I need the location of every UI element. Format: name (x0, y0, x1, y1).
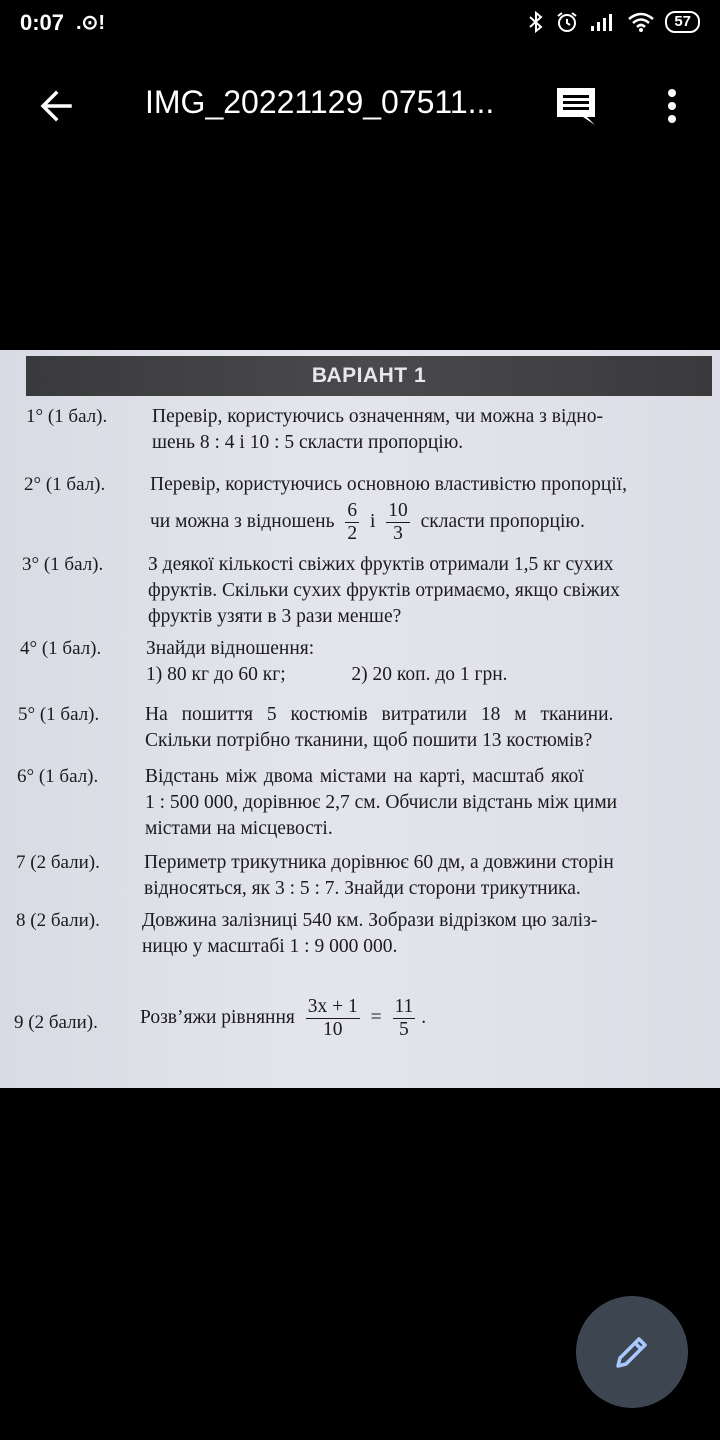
task-text (140, 996, 426, 1041)
edit-button[interactable] (576, 1296, 688, 1408)
fraction (393, 996, 416, 1041)
task-text (142, 908, 597, 960)
top-app-bar (0, 60, 720, 150)
task-number: 2° (1 бал). (24, 474, 106, 495)
arrow-back-icon (38, 88, 74, 124)
task-text (145, 764, 617, 842)
task-text (146, 636, 508, 688)
text-fragment: 1) 80 кг до 60 кг; (146, 664, 286, 685)
numerator: 6 (347, 500, 358, 521)
status-bar (0, 0, 720, 48)
notification-icon: .⊙! (76, 12, 105, 34)
text-fragment: Розв’яжи рівняння (140, 1006, 295, 1028)
fraction (386, 500, 410, 545)
task-line: Довжина залізниці 540 км. Зобрази відрізком цю заліз- (142, 910, 598, 931)
task-number: 3° (1 бал). (22, 554, 104, 575)
task-line: фруктів узяти в 3 рази менше? (148, 606, 402, 627)
text-fragment: 2) 20 коп. до 1 грн. (351, 664, 508, 685)
numerator: 11 (394, 996, 414, 1017)
task-number: 9 (2 бали). (14, 1012, 98, 1033)
details-button[interactable] (550, 80, 602, 132)
text-fragment: скласти пропорцію. (420, 510, 585, 532)
task-line: шень 8 : 4 і 10 : 5 скласти пропорцію. (152, 432, 464, 453)
task-line: На пошиття 5 костюмів витратили 18 м тканини. (145, 704, 614, 725)
task-text (152, 404, 603, 456)
alarm-icon (555, 10, 579, 34)
numerator: 3x + 1 (307, 996, 358, 1017)
back-button[interactable] (32, 82, 80, 130)
file-title: IMG_20221129_07511... (145, 84, 495, 120)
comment-icon (555, 85, 597, 127)
task-line: містами на місцевості. (145, 818, 333, 839)
task-line: 1 : 500 000, дорівнює 2,7 см. Обчисли відстань між цими (145, 792, 618, 813)
task-number: 7 (2 бали). (16, 852, 100, 873)
variant-banner (26, 356, 712, 396)
denominator: 2 (347, 523, 358, 544)
pencil-icon (612, 1332, 652, 1372)
denominator: 3 (393, 523, 403, 544)
fraction (306, 996, 360, 1041)
task-line: фруктів. Скільки сухих фруктів отримаємо, якщо свіжих (148, 580, 620, 601)
fraction (345, 500, 359, 545)
task-text (145, 702, 613, 754)
status-icons (527, 10, 700, 34)
task-line: ницю у масштабі 1 : 9 000 000. (142, 936, 398, 957)
text-fragment: і (369, 510, 376, 532)
photo-image[interactable] (0, 350, 720, 1088)
task-number: 4° (1 бал). (20, 638, 102, 659)
task-line: Скільки потрібно тканини, щоб пошити 13 костюмів? (145, 730, 593, 751)
task-line: Перевір, користуючись означенням, чи можна з відно- (152, 406, 603, 427)
task-number: 8 (2 бали). (16, 910, 100, 931)
text-fragment: . (421, 1006, 427, 1028)
more-vert-icon (667, 88, 677, 124)
variant-heading: ВАРІАНТ 1 (311, 364, 427, 387)
task-line: відносяться, як 3 : 5 : 7. Знайди сторони трикутника. (144, 878, 581, 899)
task-number: 1° (1 бал). (26, 406, 108, 427)
task-line: З деякої кількості свіжих фруктів отримали 1,5 кг сухих (148, 554, 614, 575)
status-time: 0:07 (20, 10, 65, 35)
task-line: Периметр трикутника дорівнює 60 дм, а довжини сторін (144, 852, 614, 873)
task-line: Перевір, користуючись основною властивістю пропорції, (150, 474, 627, 495)
task-text (150, 472, 627, 545)
task-text (148, 552, 620, 630)
bluetooth-icon (527, 10, 545, 34)
task-line (150, 500, 627, 545)
text-fragment: чи можна з відношень (150, 510, 335, 532)
task-number: 6° (1 бал). (17, 766, 99, 787)
task-text (144, 850, 614, 902)
task-line: Відстань між двома містами на карті, масштаб якої (145, 766, 584, 787)
more-options-button[interactable] (650, 80, 694, 132)
text-fragment: = (370, 1006, 382, 1028)
denominator: 5 (399, 1019, 409, 1040)
denominator: 10 (323, 1019, 343, 1040)
battery-indicator: 57 (665, 11, 700, 33)
task-number: 5° (1 бал). (18, 704, 100, 725)
wifi-icon (627, 11, 655, 33)
task-line (140, 996, 426, 1041)
signal-icon (589, 11, 617, 33)
task-line (146, 662, 508, 688)
numerator: 10 (388, 500, 408, 521)
task-line: Знайди відношення: (146, 638, 315, 659)
